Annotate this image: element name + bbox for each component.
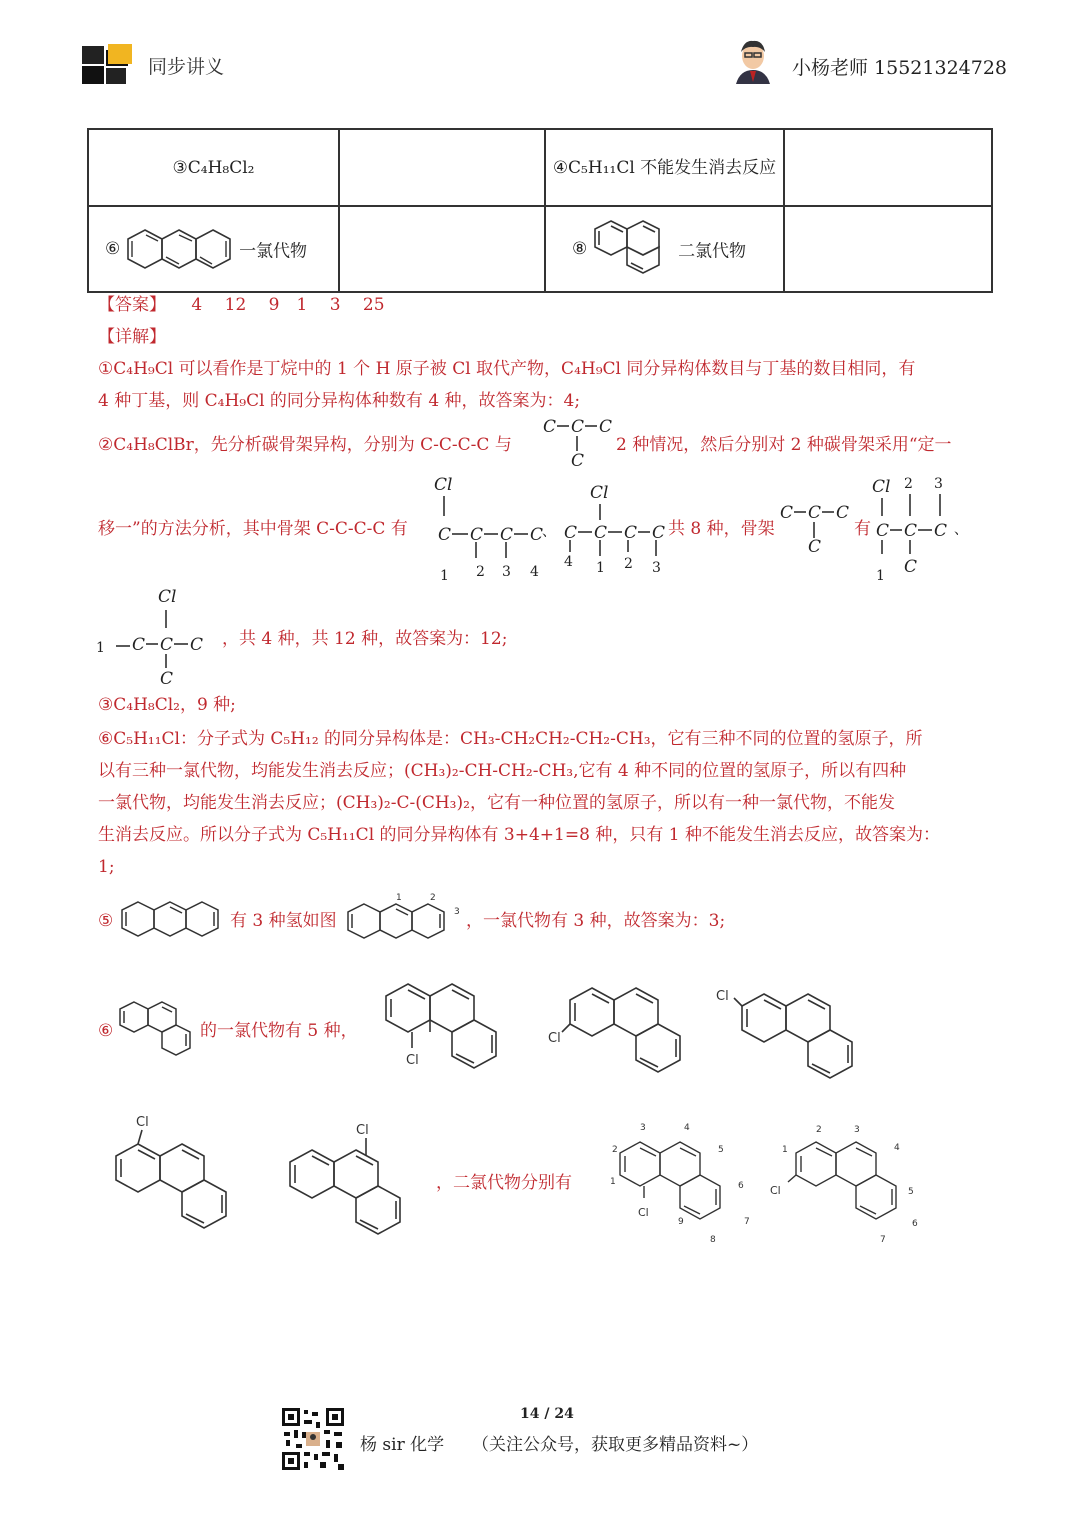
num-label: 2 [612,1145,618,1155]
num-label: 3 [454,907,460,917]
cell-text: ④C₅H₁₁Cl 不能发生消去反应 [552,157,777,178]
cell-text: ③C₄H₈Cl₂ [172,157,255,178]
cell-r1c1 [88,129,339,206]
teacher-avatar-icon [732,38,774,84]
sk-c: C [530,525,544,545]
sk-c: C [190,635,204,655]
p4-line-e: 1; [98,857,115,877]
p2-line-c: 移一”的方法分析，其中骨架 C-C-C-C 有 [98,519,408,539]
sk-num: 2 [624,556,633,572]
sk-num: 3 [652,560,661,576]
logo-icon [80,42,136,88]
header-teacher: 小杨老师 15521324728 [792,57,1008,79]
cl-label: Cl [770,1184,781,1197]
sk-cl: Cl [158,587,177,607]
sk-num: 1 [876,568,885,584]
sk-c: C [438,525,452,545]
dichloro-numbered-1 [604,1118,764,1248]
num-label: 1 [610,1177,616,1187]
page-number: 14 / 24 [520,1406,574,1422]
header-title: 同步讲义 [148,56,225,78]
num-label: 1 [396,893,402,903]
sk-num: 2 [476,564,485,580]
p3-line: ③C₄H₈Cl₂，9 种; [98,695,236,715]
monochloro-isomer-1 [382,970,522,1080]
cell-r2c3 [545,206,784,292]
cell-r2c2 [339,206,545,292]
sk-num: 3 [502,564,511,580]
sk-c: C [904,557,918,577]
cell-num: ⑧ [572,239,588,259]
sk-c: C [160,635,174,655]
answer-values: 4 12 9 1 3 25 [191,295,385,315]
anthracene-structure-2 [120,898,220,942]
p5-text-b: ，一氯代物有 3 种，故答案为：3; [466,911,726,931]
p2-line-b: 2 种情况，然后分别对 2 种碳骨架采用“定一 [616,435,952,455]
sk-cl: Cl [872,477,891,497]
cell-r1c3 [545,129,784,206]
num-label: 2 [430,893,436,903]
branched-skeleton-2 [778,498,858,558]
qr-code-icon [280,1406,346,1472]
sk-c: C [876,521,890,541]
p2-line-d: 共 8 种，骨架 [668,519,775,539]
sk-c: C [160,669,174,688]
num-label: 6 [738,1181,744,1191]
sk-num: 1 [440,568,449,584]
sk-c: C [564,523,578,543]
monochloro-isomer-4 [110,1110,250,1246]
p5-num: ⑤ [98,911,114,931]
p5-text-a: 有 3 种氢如图 [230,911,337,931]
sk-c: C [808,537,822,557]
p2-line-g: ，共 4 种，共 12 种，故答案为：12; [222,629,508,649]
p2-line-a: ②C₄H₈ClBr，先分析碳骨架异构，分别为 C-C-C-C 与 [98,435,512,455]
sk-c: C [808,503,822,523]
sk-c: C [780,503,794,523]
sk-cl: Cl [434,475,453,495]
num-label: 4 [894,1143,900,1153]
cell-suffix: 一氯代物 [239,241,308,262]
cell-r1c4 [784,129,992,206]
num-label: 5 [718,1145,724,1155]
sk-c: C [500,525,514,545]
sk-c: C [571,417,585,437]
cell-r1c2 [339,129,545,206]
branched-cl-2 [96,584,216,688]
num-label: 6 [912,1219,918,1229]
p2-line-e: 有 [854,519,871,539]
sk-c: C [543,417,557,437]
p4-line-d: 生消去反应。所以分子式为 C₅H₁₁Cl 的同分异构体有 3+4+1=8 种，只有 1 种不能发生消去反应，故答案为： [98,825,940,845]
dichloro-numbered-2 [770,1118,930,1248]
p1-line-b: 4 种丁基，则 C₄H₉Cl 的同分异构体种数有 4 种，故答案为：4; [98,391,581,411]
p4-line-b: 以有三种一氯代物，均能发生消去反应；(CH₃)₂-CH-CH₂-CH₃,它有 4 种不同的位置的氢原子，所以有四种 [98,761,907,781]
footer-note: （关注公众号，获取更多精品资料~） [472,1435,759,1455]
sk-cl: Cl [590,483,609,503]
num-label: 3 [640,1123,646,1133]
phenanthrene-small [116,996,196,1060]
sk-c: C [571,451,585,470]
answer-line [98,294,385,316]
sk-num: 3 [934,476,943,492]
footer-brand: 杨 sir 化学 [360,1435,445,1455]
cell-num: ⑥ [105,239,121,259]
chain-cl-2 [562,480,672,580]
num-label: 7 [744,1217,750,1227]
cell-suffix: 二氯代物 [678,241,747,262]
question-table [87,128,993,293]
phenanthrene-structure [593,217,673,281]
cell-r2c1 [88,206,339,292]
cl-label: Cl [716,989,729,1004]
num-label: 4 [684,1123,690,1133]
sk-c: C [624,523,638,543]
sk-sep: 、 [542,524,556,540]
cl-label: Cl [356,1123,369,1138]
num-label: 1 [782,1145,788,1155]
detail-label: 【详解】 [98,327,166,347]
sk-num: 4 [564,554,573,570]
sk-num: 2 [904,476,913,492]
p4-line-c: 一氯代物，均能发生消去反应；(CH₃)₂-C-(CH₃)₂，它有一种位置的氢原子，所以有一种一氯代物，不能发 [98,793,895,813]
anthracene-numbered [346,890,466,946]
cl-label: Cl [638,1206,649,1219]
p6-text: 的一氯代物有 5 种， [200,1021,358,1041]
branched-skeleton [540,414,620,470]
p4-line-a: ⑥C₅H₁₁Cl：分子式为 C₅H₁₂ 的同分异构体是：CH₃-CH₂CH₂-CH₂-CH₃，它有三种不同的位置的氢原子，所 [98,729,923,749]
num-label: 8 [710,1235,716,1245]
answer-label: 【答案】 [98,295,166,315]
cl-label: Cl [136,1115,149,1130]
num-label: 3 [854,1125,860,1135]
sk-sep: 、 [954,522,968,538]
branched-cl-1 [870,470,970,586]
sk-c: C [132,635,146,655]
cl-label: Cl [406,1053,419,1068]
sk-c: C [594,523,608,543]
num-label: 2 [816,1125,822,1135]
sk-c: C [599,417,613,437]
chain-cl-1 [432,470,556,586]
sk-c: C [470,525,484,545]
p6-num: ⑥ [98,1021,114,1041]
monochloro-isomer-2 [546,980,696,1084]
sk-num: 4 [530,564,539,580]
cell-r2c4 [784,206,992,292]
cl-label: Cl [548,1031,561,1046]
num-label: 7 [880,1235,886,1245]
sk-c: C [934,521,948,541]
sk-c: C [904,521,918,541]
monochloro-isomer-5 [284,1116,424,1252]
sk-c: C [652,523,666,543]
p1-line-a: ①C₄H₉Cl 可以看作是丁烷中的 1 个 H 原子被 Cl 取代产物，C₄H₉Cl 同分异构体数目与丁基的数目相同，有 [98,359,916,379]
num-label: 9 [678,1217,684,1227]
sk-num: 1 [96,640,105,656]
num-label: 5 [908,1187,914,1197]
sk-c: C [836,503,850,523]
p7-text: ，二氯代物分别有 [436,1173,572,1193]
anthracene-structure [126,226,234,272]
sk-num: 1 [596,560,605,576]
monochloro-isomer-3 [714,980,864,1090]
